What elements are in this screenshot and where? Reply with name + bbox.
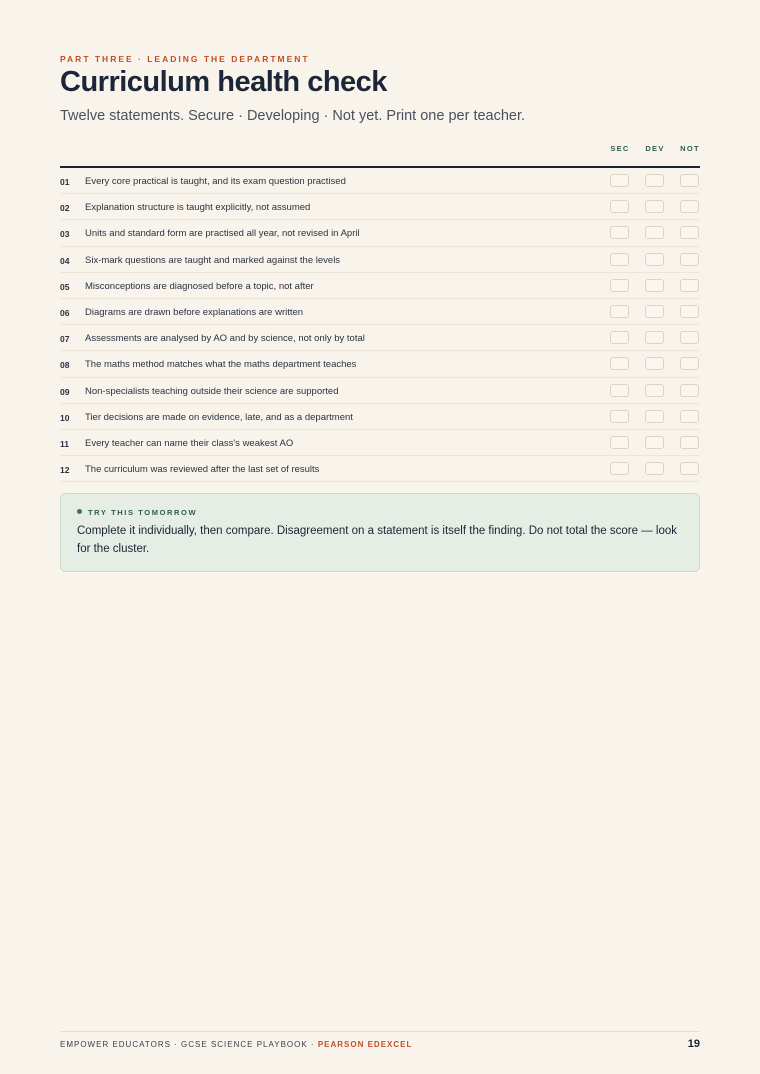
not-yet-checkbox[interactable] [680, 384, 699, 397]
footer-brand: PEARSON EDEXCEL [317, 1040, 413, 1049]
page-subtitle: Twelve statements. Secure · Developing · Not yet. Print one per teacher. [60, 108, 526, 124]
secure-checkbox[interactable] [610, 279, 629, 292]
footer-credit-text: EMPOWER EDUCATORS · GCSE SCIENCE PLAYBOOK · [60, 1040, 318, 1049]
developing-checkbox[interactable] [645, 305, 664, 318]
tip-callout [60, 493, 700, 572]
statement-number: 07 [60, 334, 70, 345]
developing-checkbox[interactable] [645, 410, 664, 423]
section-eyebrow: PART THREE · LEADING THE DEPARTMENT [60, 54, 310, 64]
statement-number: 12 [60, 465, 70, 476]
statement-text: Misconceptions are diagnosed before a topic, not after [85, 280, 314, 292]
not-yet-checkbox[interactable] [680, 174, 699, 187]
statement-number: 04 [60, 255, 70, 266]
table-row [60, 168, 700, 194]
developing-checkbox[interactable] [645, 174, 664, 187]
statement-table [60, 168, 700, 482]
secure-checkbox[interactable] [610, 305, 629, 318]
statement-text: Units and standard form are practised all year, not revised in April [85, 228, 360, 240]
footer-credit [60, 1040, 412, 1049]
table-row [60, 378, 700, 404]
not-yet-checkbox[interactable] [680, 331, 699, 344]
developing-checkbox[interactable] [645, 331, 664, 344]
column-header-developing: DEV [645, 144, 665, 153]
statement-text: Non-specialists teaching outside their science are supported [85, 385, 339, 397]
statement-text: Explanation structure is taught explicitly, not assumed [85, 202, 311, 214]
table-row [60, 430, 700, 456]
secure-checkbox[interactable] [610, 226, 629, 239]
callout-body: Complete it individually, then compare. Disagreement on a statement is itself the finding. Do not total the score — look for the cluster. [77, 525, 678, 555]
not-yet-checkbox[interactable] [680, 200, 699, 213]
developing-checkbox[interactable] [645, 384, 664, 397]
statement-number: 10 [60, 412, 70, 423]
not-yet-checkbox[interactable] [680, 279, 699, 292]
developing-checkbox[interactable] [645, 253, 664, 266]
developing-checkbox[interactable] [645, 462, 664, 475]
secure-checkbox[interactable] [610, 410, 629, 423]
secure-checkbox[interactable] [610, 174, 629, 187]
table-row [60, 273, 700, 299]
secure-checkbox[interactable] [610, 253, 629, 266]
footer-rule [60, 1031, 700, 1032]
statement-text: Tier decisions are made on evidence, late, and as a department [85, 411, 353, 423]
statement-number: 01 [60, 177, 70, 187]
statement-number: 11 [60, 438, 69, 449]
statement-text: The curriculum was reviewed after the last set of results [85, 464, 320, 476]
table-row [60, 404, 700, 430]
callout-label-text: TRY THIS TOMORROW [88, 508, 198, 517]
secure-checkbox[interactable] [610, 384, 629, 397]
developing-checkbox[interactable] [645, 279, 664, 292]
developing-checkbox[interactable] [645, 200, 664, 213]
statement-number: 02 [60, 203, 70, 214]
secure-checkbox[interactable] [610, 200, 629, 213]
statement-text: Diagrams are drawn before explanations are written [85, 306, 304, 318]
table-row [60, 220, 700, 246]
column-header-secure: SEC [610, 144, 630, 153]
not-yet-checkbox[interactable] [680, 253, 699, 266]
not-yet-checkbox[interactable] [680, 357, 699, 370]
not-yet-checkbox[interactable] [680, 305, 699, 318]
table-row [60, 351, 700, 377]
statement-text: Assessments are analysed by AO and by science, not only by total [85, 333, 365, 345]
not-yet-checkbox[interactable] [680, 226, 699, 239]
page-title: Curriculum health check [60, 66, 387, 98]
statement-text: Six-mark questions are taught and marked against the levels [85, 254, 341, 266]
callout-label [77, 508, 197, 517]
table-row [60, 456, 700, 482]
page-number: 19 [687, 1038, 700, 1050]
statement-text: The maths method matches what the maths department teaches [85, 359, 357, 371]
statement-text: Every core practical is taught, and its exam question practised [85, 176, 346, 187]
statement-number: 05 [60, 281, 70, 292]
statement-number: 08 [60, 360, 70, 371]
developing-checkbox[interactable] [645, 226, 664, 239]
table-row [60, 299, 700, 325]
secure-checkbox[interactable] [610, 462, 629, 475]
table-row [60, 325, 700, 351]
column-headers [60, 144, 700, 156]
not-yet-checkbox[interactable] [680, 410, 699, 423]
developing-checkbox[interactable] [645, 436, 664, 449]
not-yet-checkbox[interactable] [680, 436, 699, 449]
secure-checkbox[interactable] [610, 357, 629, 370]
statement-number: 09 [60, 386, 70, 397]
developing-checkbox[interactable] [645, 357, 664, 370]
statement-number: 06 [60, 307, 70, 318]
bullet-dot-icon [77, 509, 82, 514]
statement-text: Every teacher can name their class's weakest AO [85, 437, 294, 449]
table-row [60, 194, 700, 220]
document-page [60, 0, 700, 1074]
table-row [60, 247, 700, 273]
not-yet-checkbox[interactable] [680, 462, 699, 475]
secure-checkbox[interactable] [610, 331, 629, 344]
secure-checkbox[interactable] [610, 436, 629, 449]
statement-number: 03 [60, 229, 70, 240]
column-header-not-yet: NOT [680, 144, 700, 153]
